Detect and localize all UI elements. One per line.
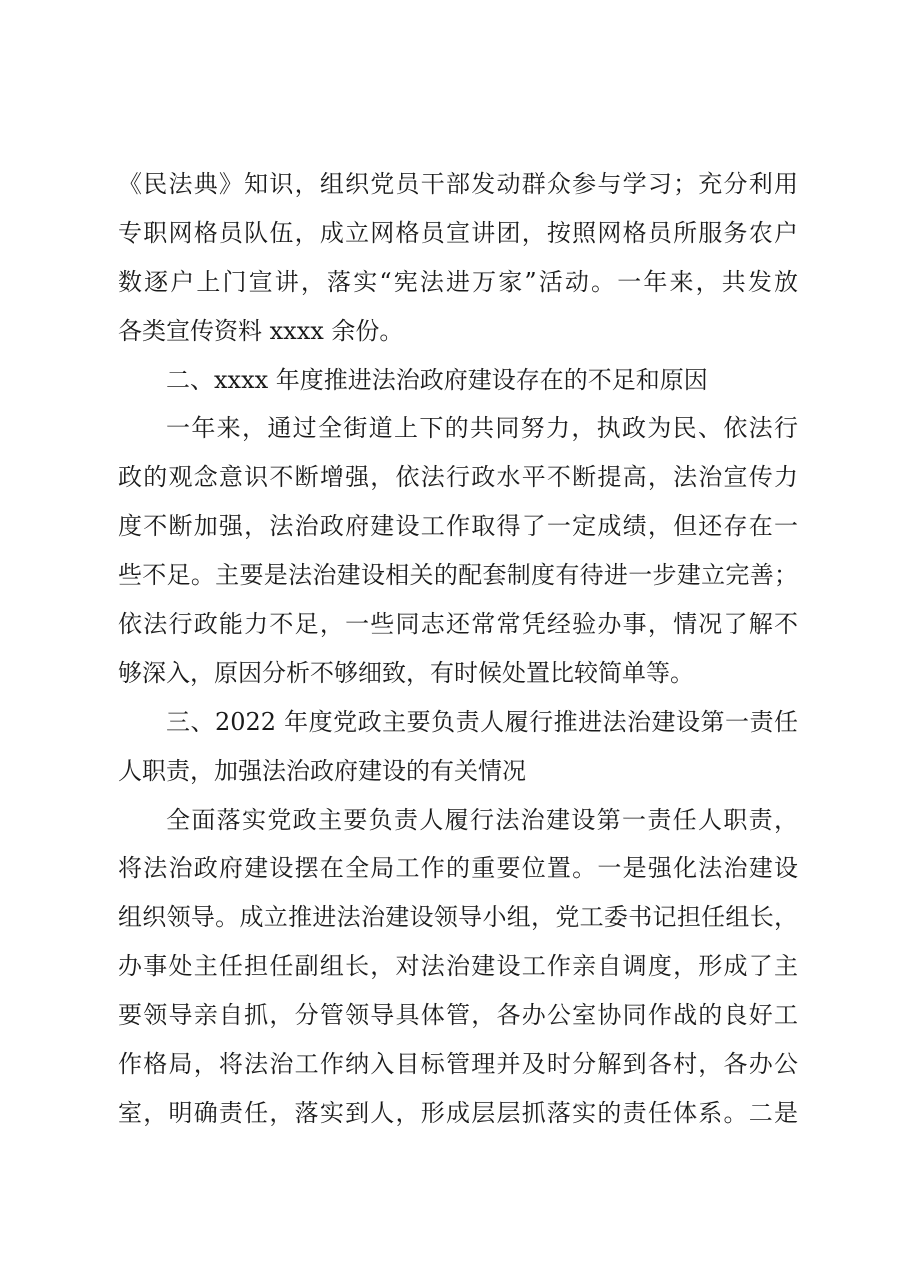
- section-heading-deficiencies: [118, 356, 798, 405]
- text-line: 室，明确责任，落实到人，形成层层抓落实的责任体系。二是: [118, 1098, 798, 1127]
- text-line: 办事处主任担任副组长，对法治建设工作亲自调度，形成了主: [118, 952, 798, 981]
- text-line: 数逐户上门宣讲，落实“宪法进万家”活动。一年来，共发放: [118, 267, 798, 296]
- heading-line: 人职责，加强法治政府建设的有关情况: [118, 756, 526, 785]
- text-line: 组织领导。成立推进法治建设领导小组，党工委书记担任组长，: [118, 903, 798, 932]
- paragraph-responsibility: [118, 796, 798, 1138]
- text-line: 些不足。主要是法治建设相关的配套制度有待进一步建立完善；: [118, 561, 798, 590]
- text-line: 要领导亲自抓，分管领导具体管，各办公室协同作战的良好工: [118, 1001, 798, 1030]
- text-line: 专职网格员队伍，成立网格员宣讲团，按照网格员所服务农户: [118, 218, 798, 247]
- text-line: 全面落实党政主要负责人履行法治建设第一责任人职责，: [166, 805, 798, 834]
- text-line: 政的观念意识不断增强，依法行政水平不断提高，法治宣传力: [118, 463, 798, 492]
- paragraph-continuation: [118, 160, 798, 356]
- text-line: 《民法典》知识，组织党员干部发动群众参与学习；充分利用: [118, 170, 798, 198]
- text-line: 依法行政能力不足，一些同志还常常凭经验办事，情况了解不: [118, 610, 798, 639]
- paragraph-deficiencies: [118, 404, 798, 697]
- text-line: 够深入，原因分析不够细致，有时候处置比较简单等。: [118, 658, 694, 687]
- text-line: 各类宣传资料 xxxx 余份。: [118, 316, 404, 345]
- text-line: 作格局，将法治工作纳入目标管理并及时分解到各村，各办公: [118, 1050, 798, 1079]
- section-heading-responsibility: [118, 698, 798, 796]
- text-line: 度不断加强，法治政府建设工作取得了一定成绩，但还存在一: [118, 512, 798, 541]
- heading-line: 三、2022 年度党政主要负责人履行推进法治建设第一责任: [166, 707, 798, 736]
- heading-line: 二、xxxx 年度推进法治政府建设存在的不足和原因: [166, 365, 708, 394]
- document-body: [118, 160, 798, 1138]
- text-line: 一年来，通过全街道上下的共同努力，执政为民、依法行: [166, 414, 798, 443]
- text-line: 将法治政府建设摆在全局工作的重要位置。一是强化法治建设: [118, 854, 798, 883]
